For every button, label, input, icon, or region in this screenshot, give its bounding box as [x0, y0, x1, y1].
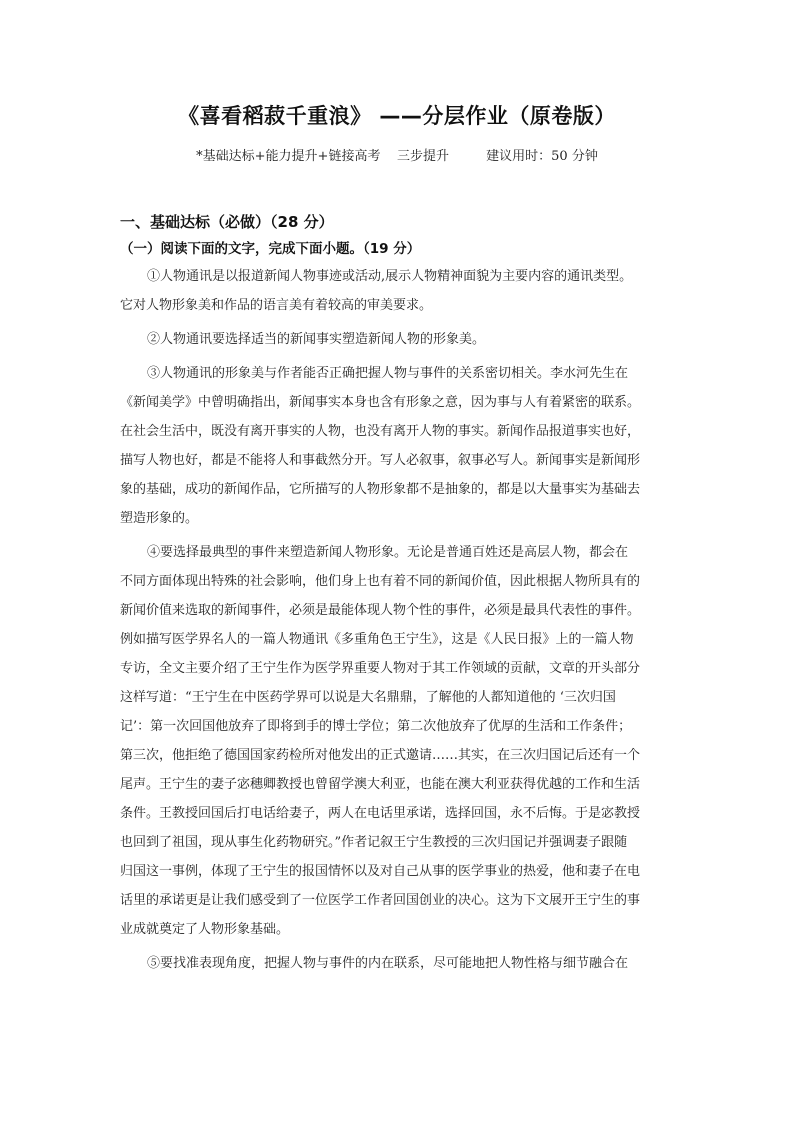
paragraph	[120, 325, 680, 354]
paragraph-line: ⑤要找准表现角度，把握人物与事件的内在联系，尽可能地把人物性格与细节融合在	[147, 956, 629, 971]
paragraph-line: 条件。王教授回国后打电话给妻子，两人在电话里承诺，选择回国，永不后悔。于是宓教授	[120, 806, 641, 821]
paragraph	[120, 359, 680, 533]
paragraph-line: 新闻价值来选取的新闻事件，必须是最能体现人物个性的事件，必须是最具代表性的事件。	[120, 603, 641, 618]
paragraph	[120, 262, 680, 320]
paragraph-line: 不同方面体现出特殊的社会影响，他们身上也有着不同的新闻价值，因此根据人物所具有的	[120, 574, 641, 589]
paragraph-line: 也回到了祖国，现从事生化药物研究。”作者记叙王宁生教授的三次归国记并强调妻子跟随	[120, 835, 628, 850]
paragraph	[120, 538, 680, 944]
paragraph-line: 它对人物形象美和作品的语言美有着较高的审美要求。	[120, 298, 433, 313]
paragraph-line: 第三次，他拒绝了德国国家药检所对他发出的正式邀请……其实，在三次归国记后还有一个	[120, 748, 641, 763]
paragraph-line: 描写人物也好，都是不能将人和事截然分开。写人必叙事，叙事必写人。新闻事实是新闻形	[120, 453, 641, 468]
section-heading: 一、基础达标（必做）（28 分）	[120, 213, 334, 231]
paragraph-line: 记’：第一次回国他放弃了即将到手的博士学位；第二次他放弃了优厚的生活和工作条件；	[120, 719, 632, 734]
sub-heading: （一）阅读下面的文字，完成下面小题。（19 分）	[120, 241, 421, 257]
paragraph-line: ③人物通讯的形象美与作者能否正确把握人物与事件的关系密切相关。李水河先生在	[147, 366, 629, 381]
paragraph-line: 象的基础，成功的新闻作品，它所描写的人物形象都不是抽象的，都是以大量事实为基础去	[120, 482, 641, 497]
paragraph-line: 《新闻美学》中曾明确指出，新闻事实本身也含有形象之意，因为事与人有着紧密的联系。	[120, 395, 641, 410]
document-title: 《喜看稻菽千重浪》 ——分层作业（原卷版）	[178, 104, 616, 128]
paragraph-line: 这样写道：“王宁生在中医药学界可以说是大名鼎鼎，了解他的人都知道他的 ‘三次归国	[120, 690, 616, 705]
paragraph-line: 话里的承诺更是让我们感受到了一位医学工作者回国创业的决心。这为下文展开王宁生的事	[120, 893, 641, 908]
paragraph-line: 业成就奠定了人物形象基础。	[120, 922, 290, 937]
paragraph-line: ④要选择最典型的事件来塑造新闻人物形象。无论是普通百姓还是高层人物，都会在	[147, 545, 629, 560]
paragraph-line: 例如描写医学界名人的一篇人物通讯《多重角色王宁生》，这是《人民日报》上的一篇人物	[120, 632, 634, 647]
paragraph-line: ②人物通讯要选择适当的新闻事实塑造新闻人物的形象美。	[147, 332, 486, 347]
paragraph-line: ①人物通讯是以报道新闻人物事迹或活动,展示人物精神面貌为主要内容的通讯类型。	[147, 269, 633, 284]
document-subtitle: *基础达标+能力提升+链接高考 三步提升 建议用时：50 分钟	[196, 149, 598, 164]
paragraph-line: 尾声。王宁生的妻子宓穗卿教授也曾留学澳大利亚，也能在澳大利亚获得优越的工作和生活	[120, 777, 641, 792]
paragraph	[120, 949, 680, 978]
paragraph-line: 归国这一事例，体现了王宁生的报国情怀以及对自己从事的医学事业的热爱，他和妻子在电	[120, 864, 641, 879]
paragraph-line: 在社会生活中，既没有离开事实的人物，也没有离开人物的事实。新闻作品报道事实也好，	[120, 424, 641, 439]
paragraph-gap	[120, 978, 680, 983]
paragraph-line: 专访，全文主要介绍了王宁生作为医学界重要人物对于其工作领域的贡献，文章的开头部分	[120, 661, 641, 676]
paragraph-line: 塑造形象的。	[120, 511, 199, 526]
passage-body	[120, 262, 680, 983]
